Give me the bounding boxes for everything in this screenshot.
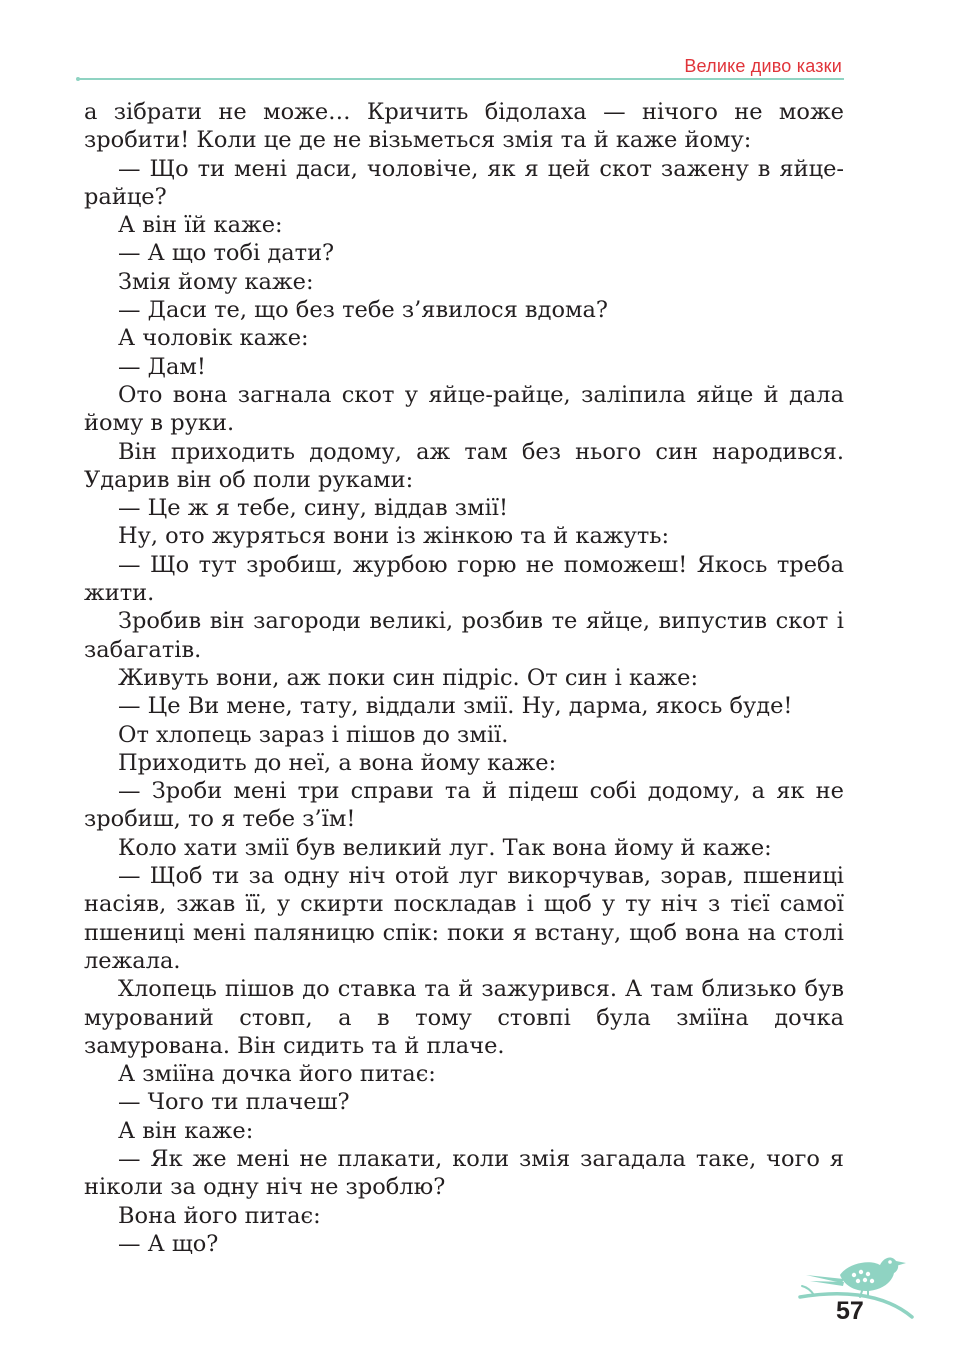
paragraph: — Чого ти плачеш? xyxy=(118,1089,350,1116)
page-number: 57 xyxy=(836,1297,864,1325)
paragraph: А він каже: xyxy=(118,1117,254,1144)
header-rule xyxy=(76,77,844,81)
paragraph: От хлопець зараз і пішов до змії. xyxy=(118,721,509,748)
paragraph: Ну, ото журяться вони із жінкою та й кажуть: xyxy=(118,523,670,550)
paragraph: А він їй каже: xyxy=(118,212,283,239)
paragraph: — Щоб ти за одну ніч отой луг викорчував, зорав, пшениці насіяв, зжав її, у скирти поскладав і щоб у ту ніч з тієї самої пшениці мені паляницю спік: поки я встану, щоб вона на столі лежала. xyxy=(84,863,844,974)
paragraph: — Це Ви мене, тату, віддали змії. Ну, дарма, якось буде! xyxy=(118,693,793,720)
paragraph: Змія йому каже: xyxy=(118,268,314,295)
paragraph: Вона його питає: xyxy=(118,1202,321,1229)
paragraph: Хлопець пішов до ставка та й зажурився. А там близько був мурований стовп, а в тому стовпі була зміїна дочка замурована. Він сидить та й плаче. xyxy=(84,976,844,1059)
paragraph: — Даси те, що без тебе з’явилося вдома? xyxy=(118,297,608,324)
paragraph: — Зроби мені три справи та й підеш собі додому, а як не зробиш, то я тебе з’їм! xyxy=(84,778,844,833)
running-head-title: Велике диво казки xyxy=(684,56,842,76)
paragraph: А чоловік каже: xyxy=(118,325,309,352)
paragraph: — Дам! xyxy=(118,353,206,380)
story-text xyxy=(84,98,844,1258)
paragraph: — Що ти мені даси, чоловіче, як я цей скот зажену в яйце-райце? xyxy=(84,155,844,210)
paragraph: — Що тут зробиш, журбою горю не поможеш! Якось треба жити. xyxy=(84,551,844,607)
paragraph: Він приходить додому, аж там без нього син народився. Ударив він об поли руками: xyxy=(84,438,844,493)
paragraph: Зробив він загороди великі, розбив те яйце, випустив скот і забагатів. xyxy=(84,608,844,663)
paragraph: Коло хати змії був великий луг. Так вона йому й каже: xyxy=(118,834,772,861)
paragraph: Ото вона загнала скот у яйце-райце, заліпила яйце й дала йому в руки. xyxy=(84,381,844,437)
paragraph: — Це ж я тебе, сину, віддав змії! xyxy=(118,495,509,522)
paragraph: Приходить до неї, а вона йому каже: xyxy=(118,749,557,776)
paragraph: а зібрати не може… Кричить бідолаха — нічого не може зробити! Коли це де не візьметься змія та й каже йому: xyxy=(84,99,844,154)
paragraph: — А що? xyxy=(118,1230,219,1257)
paragraph: — Як же мені не плакати, коли змія загадала таке, чого я ніколи за одну ніч не зроблю? xyxy=(84,1145,844,1201)
paragraph: Живуть вони, аж поки син підріс. От син і каже: xyxy=(118,664,699,691)
paragraph: А зміїна дочка його питає: xyxy=(118,1061,436,1088)
paragraph: — А що тобі дати? xyxy=(118,240,335,267)
